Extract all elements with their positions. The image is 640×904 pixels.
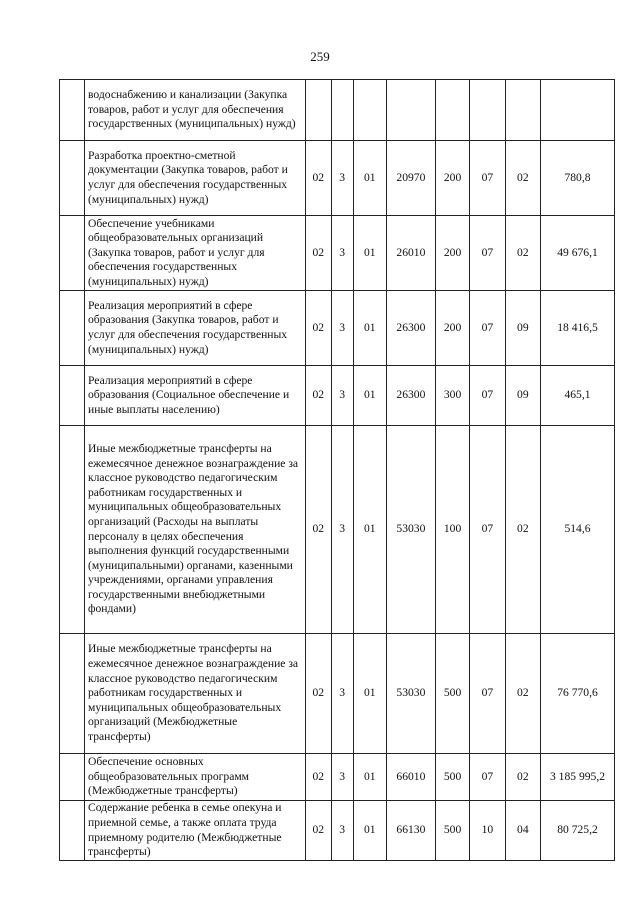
expense-type-code [435, 80, 469, 141]
program-code: 02 [305, 634, 331, 754]
row-blank-cell [60, 366, 85, 426]
amount: 3 185 995,2 [541, 754, 615, 801]
section-code: 07 [470, 634, 505, 754]
table-row [60, 634, 615, 754]
amount: 76 770,6 [541, 634, 615, 754]
amount: 465,1 [541, 366, 615, 426]
amount: 80 725,2 [541, 801, 615, 861]
subsection-code: 02 [505, 141, 540, 216]
table-row [60, 216, 615, 291]
measure-code: 01 [353, 634, 386, 754]
page-number: 259 [310, 49, 330, 64]
section-code: 07 [470, 426, 505, 634]
expense-type-code: 500 [435, 634, 469, 754]
subsection-code: 04 [505, 801, 540, 861]
expense-type-code: 200 [435, 291, 469, 366]
row-blank-cell [60, 754, 85, 801]
table-row [60, 754, 615, 801]
direction-code [386, 80, 435, 141]
row-blank-cell [60, 634, 85, 754]
expense-name: водоснабжению и канализации (Закупка товаров, работ и услуг для обеспечения государственных (муниципальных) нужд) [84, 80, 305, 141]
program-code: 02 [305, 291, 331, 366]
amount: 49 676,1 [541, 216, 615, 291]
subprogram-code: 3 [331, 801, 353, 861]
row-blank-cell [60, 801, 85, 861]
expense-name: Разработка проектно-сметной документации (Закупка товаров, работ и услуг для обеспечения государственных (муниципальных) нужд) [84, 141, 305, 216]
expense-type-code: 200 [435, 216, 469, 291]
section-code: 07 [470, 141, 505, 216]
direction-code: 26010 [386, 216, 435, 291]
expense-name: Реализация мероприятий в сфере образования (Закупка товаров, работ и услуг для обеспечения государственных (муниципальных) нужд) [84, 291, 305, 366]
section-code [470, 80, 505, 141]
row-blank-cell [60, 426, 85, 634]
subprogram-code: 3 [331, 216, 353, 291]
expense-type-code: 100 [435, 426, 469, 634]
amount: 780,8 [541, 141, 615, 216]
measure-code: 01 [353, 754, 386, 801]
program-code: 02 [305, 426, 331, 634]
expense-name: Обеспечение основных общеобразовательных программ (Межбюджетные трансферты) [84, 754, 305, 801]
expense-type-code: 200 [435, 141, 469, 216]
program-code: 02 [305, 366, 331, 426]
measure-code: 01 [353, 426, 386, 634]
table-row [60, 80, 615, 141]
row-blank-cell [60, 216, 85, 291]
table-row [60, 801, 615, 861]
program-code [305, 80, 331, 141]
section-code: 07 [470, 366, 505, 426]
section-code: 07 [470, 754, 505, 801]
subsection-code: 09 [505, 366, 540, 426]
program-code: 02 [305, 801, 331, 861]
section-code: 10 [470, 801, 505, 861]
subprogram-code: 3 [331, 141, 353, 216]
program-code: 02 [305, 216, 331, 291]
measure-code: 01 [353, 366, 386, 426]
subsection-code: 02 [505, 634, 540, 754]
program-code: 02 [305, 141, 331, 216]
subprogram-code: 3 [331, 754, 353, 801]
table-row [60, 366, 615, 426]
section-code: 07 [470, 216, 505, 291]
subprogram-code: 3 [331, 291, 353, 366]
direction-code: 26300 [386, 366, 435, 426]
table-row [60, 426, 615, 634]
subsection-code: 02 [505, 754, 540, 801]
budget-table [59, 79, 615, 861]
measure-code [353, 80, 386, 141]
subsection-code [505, 80, 540, 141]
expense-type-code: 300 [435, 366, 469, 426]
table-row [60, 291, 615, 366]
direction-code: 53030 [386, 426, 435, 634]
subprogram-code: 3 [331, 426, 353, 634]
direction-code: 53030 [386, 634, 435, 754]
expense-type-code: 500 [435, 754, 469, 801]
expense-name: Реализация мероприятий в сфере образования (Социальное обеспечение и иные выплаты населению) [84, 366, 305, 426]
measure-code: 01 [353, 801, 386, 861]
direction-code: 66010 [386, 754, 435, 801]
section-code: 07 [470, 291, 505, 366]
expense-name: Содержание ребенка в семье опекуна и приемной семье, а также оплата труда приемному родителю (Межбюджетные трансферты) [84, 801, 305, 861]
subprogram-code [331, 80, 353, 141]
table-body [60, 80, 615, 861]
measure-code: 01 [353, 291, 386, 366]
expense-type-code: 500 [435, 801, 469, 861]
expense-name: Иные межбюджетные трансферты на ежемесячное денежное вознаграждение за классное руководство педагогическим работникам государственных и муниципальных общеобразовательных организаций (Межбюджетные трансферты) [84, 634, 305, 754]
subsection-code: 02 [505, 216, 540, 291]
table-row [60, 141, 615, 216]
subprogram-code: 3 [331, 366, 353, 426]
direction-code: 66130 [386, 801, 435, 861]
program-code: 02 [305, 754, 331, 801]
amount: 514,6 [541, 426, 615, 634]
subprogram-code: 3 [331, 634, 353, 754]
row-blank-cell [60, 141, 85, 216]
amount [541, 80, 615, 141]
subsection-code: 02 [505, 426, 540, 634]
expense-name: Иные межбюджетные трансферты на ежемесячное денежное вознаграждение за классное руководство педагогическим работникам государственных и муниципальных общеобразовательных организаций (Расходы на выплаты персоналу в целях обеспечения выполнения функций государственными (муниципальными) органами, казенными учреждениями, органами управления государственными внебюджетными фондами) [84, 426, 305, 634]
row-blank-cell [60, 291, 85, 366]
expense-name: Обеспечение учебниками общеобразовательных организаций (Закупка товаров, работ и услуг для обеспечения государственных (муниципальных) нужд) [84, 216, 305, 291]
subsection-code: 09 [505, 291, 540, 366]
measure-code: 01 [353, 216, 386, 291]
measure-code: 01 [353, 141, 386, 216]
row-blank-cell [60, 80, 85, 141]
direction-code: 20970 [386, 141, 435, 216]
direction-code: 26300 [386, 291, 435, 366]
amount: 18 416,5 [541, 291, 615, 366]
